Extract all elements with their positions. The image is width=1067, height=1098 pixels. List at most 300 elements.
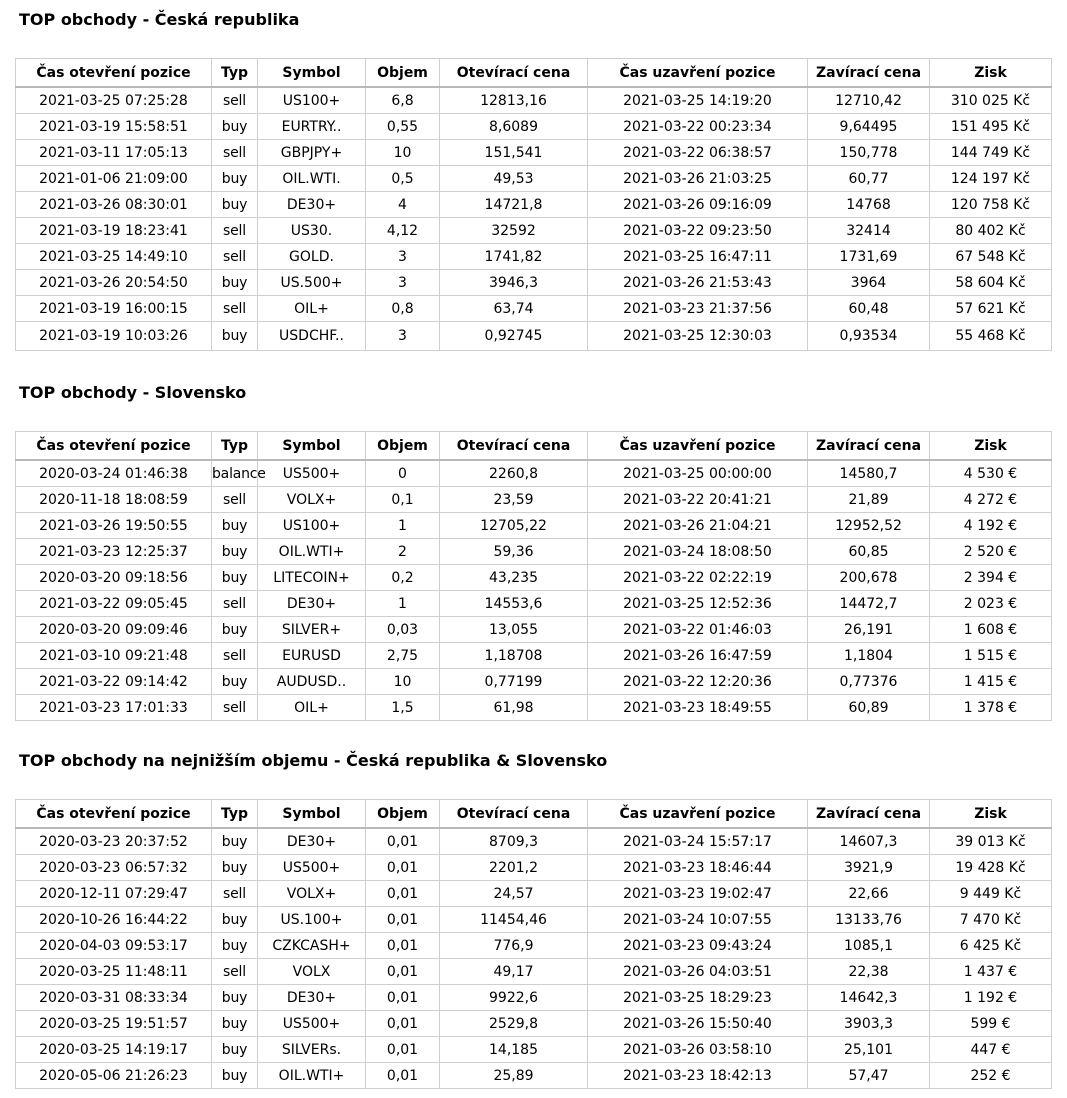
cell-volume: 1 (366, 513, 440, 539)
cell-profit: 447 € (930, 1037, 1052, 1063)
col-header-volume: Objem (366, 800, 440, 829)
cell-close-price: 14580,7 (808, 460, 930, 487)
table-row (16, 244, 1052, 270)
cell-close-price: 60,89 (808, 695, 930, 721)
cell-close-time: 2021-03-25 00:00:00 (588, 460, 808, 487)
cell-volume: 0,55 (366, 114, 440, 140)
cell-close-price: 14607,3 (808, 828, 930, 855)
cell-open-price: 11454,46 (440, 907, 588, 933)
cell-type: buy (212, 985, 258, 1011)
table-row (16, 1063, 1052, 1089)
cell-symbol: US500+ (258, 855, 366, 881)
col-header-open-time: Čas otevření pozice (16, 800, 212, 829)
cell-type: sell (212, 881, 258, 907)
cell-open-price: 14553,6 (440, 591, 588, 617)
cell-open-time: 2020-03-23 06:57:32 (16, 855, 212, 881)
cell-open-time: 2021-03-22 09:14:42 (16, 669, 212, 695)
cell-open-time: 2020-10-26 16:44:22 (16, 907, 212, 933)
col-header-profit: Zisk (930, 800, 1052, 829)
col-header-symbol: Symbol (258, 432, 366, 461)
cell-type: sell (212, 695, 258, 721)
col-header-open-time: Čas otevření pozice (16, 59, 212, 88)
cell-profit: 7 470 Kč (930, 907, 1052, 933)
col-header-profit: Zisk (930, 59, 1052, 88)
cell-open-time: 2021-03-11 17:05:13 (16, 140, 212, 166)
cell-symbol: OIL.WTI. (258, 166, 366, 192)
cell-close-time: 2021-03-23 21:37:56 (588, 296, 808, 322)
cell-profit: 4 272 € (930, 487, 1052, 513)
cell-close-time: 2021-03-23 18:42:13 (588, 1063, 808, 1089)
cell-type: buy (212, 270, 258, 296)
cell-symbol: US500+ (258, 1011, 366, 1037)
cell-open-price: 0,77199 (440, 669, 588, 695)
cell-close-price: 150,778 (808, 140, 930, 166)
cell-close-price: 57,47 (808, 1063, 930, 1089)
col-header-close-price: Zavírací cena (808, 59, 930, 88)
cell-open-time: 2020-12-11 07:29:47 (16, 881, 212, 907)
cell-open-time: 2021-03-26 20:54:50 (16, 270, 212, 296)
cell-close-price: 22,66 (808, 881, 930, 907)
cell-symbol: DE30+ (258, 985, 366, 1011)
table-row (16, 1037, 1052, 1063)
cell-volume: 0 (366, 460, 440, 487)
cell-close-price: 1731,69 (808, 244, 930, 270)
cell-volume: 4 (366, 192, 440, 218)
cell-volume: 0,01 (366, 907, 440, 933)
cell-profit: 6 425 Kč (930, 933, 1052, 959)
cell-symbol: DE30+ (258, 591, 366, 617)
cell-symbol: SILVERs. (258, 1037, 366, 1063)
cell-close-time: 2021-03-22 20:41:21 (588, 487, 808, 513)
cell-close-price: 12952,52 (808, 513, 930, 539)
cell-open-time: 2021-03-23 17:01:33 (16, 695, 212, 721)
cell-close-time: 2021-03-23 19:02:47 (588, 881, 808, 907)
cell-open-price: 13,055 (440, 617, 588, 643)
cell-close-time: 2021-03-22 06:38:57 (588, 140, 808, 166)
cell-volume: 3 (366, 322, 440, 351)
table-row (16, 140, 1052, 166)
cell-profit: 1 608 € (930, 617, 1052, 643)
cell-profit: 19 428 Kč (930, 855, 1052, 881)
cell-type: sell (212, 87, 258, 114)
cell-close-time: 2021-03-26 16:47:59 (588, 643, 808, 669)
cell-volume: 0,01 (366, 881, 440, 907)
cell-open-price: 43,235 (440, 565, 588, 591)
cell-open-price: 0,92745 (440, 322, 588, 351)
cell-volume: 0,01 (366, 1011, 440, 1037)
cell-close-time: 2021-03-26 03:58:10 (588, 1037, 808, 1063)
cell-open-time: 2020-03-25 11:48:11 (16, 959, 212, 985)
cell-close-price: 12710,42 (808, 87, 930, 114)
section-title: TOP obchody - Česká republika (19, 10, 300, 29)
cell-type: sell (212, 643, 258, 669)
cell-symbol: DE30+ (258, 192, 366, 218)
cell-volume: 3 (366, 270, 440, 296)
table-row (16, 296, 1052, 322)
cell-open-time: 2020-03-24 01:46:38 (16, 460, 212, 487)
col-header-symbol: Symbol (258, 59, 366, 88)
cell-profit: 4 192 € (930, 513, 1052, 539)
cell-type: buy (212, 617, 258, 643)
cell-volume: 0,01 (366, 828, 440, 855)
cell-profit: 4 530 € (930, 460, 1052, 487)
cell-open-price: 32592 (440, 218, 588, 244)
cell-open-price: 12705,22 (440, 513, 588, 539)
table-row (16, 855, 1052, 881)
col-header-close-price: Zavírací cena (808, 432, 930, 461)
col-header-symbol: Symbol (258, 800, 366, 829)
cell-close-time: 2021-03-25 12:52:36 (588, 591, 808, 617)
cell-profit: 599 € (930, 1011, 1052, 1037)
cell-profit: 55 468 Kč (930, 322, 1052, 351)
cell-close-price: 25,101 (808, 1037, 930, 1063)
table-row (16, 828, 1052, 855)
cell-type: buy (212, 565, 258, 591)
cell-open-time: 2021-03-23 12:25:37 (16, 539, 212, 565)
cell-close-time: 2021-03-26 15:50:40 (588, 1011, 808, 1037)
col-header-type: Typ (212, 800, 258, 829)
cell-open-time: 2020-03-25 19:51:57 (16, 1011, 212, 1037)
table-row (16, 985, 1052, 1011)
cell-volume: 0,1 (366, 487, 440, 513)
cell-volume: 3 (366, 244, 440, 270)
cell-open-price: 9922,6 (440, 985, 588, 1011)
cell-open-time: 2020-11-18 18:08:59 (16, 487, 212, 513)
cell-type: buy (212, 166, 258, 192)
cell-symbol: US100+ (258, 87, 366, 114)
cell-open-price: 2260,8 (440, 460, 588, 487)
cell-volume: 1 (366, 591, 440, 617)
table-row (16, 87, 1052, 114)
cell-profit: 2 520 € (930, 539, 1052, 565)
table-row (16, 565, 1052, 591)
cell-close-price: 1085,1 (808, 933, 930, 959)
trades-table-lowest-volume (15, 799, 1052, 1089)
table-body (16, 460, 1052, 721)
cell-close-price: 14768 (808, 192, 930, 218)
cell-open-time: 2021-03-25 14:49:10 (16, 244, 212, 270)
table-body (16, 87, 1052, 351)
table-row (16, 643, 1052, 669)
cell-profit: 2 023 € (930, 591, 1052, 617)
cell-open-price: 61,98 (440, 695, 588, 721)
cell-close-price: 200,678 (808, 565, 930, 591)
cell-open-price: 2201,2 (440, 855, 588, 881)
cell-open-time: 2021-03-26 08:30:01 (16, 192, 212, 218)
table-row (16, 617, 1052, 643)
cell-open-time: 2020-03-20 09:09:46 (16, 617, 212, 643)
cell-symbol: OIL+ (258, 695, 366, 721)
col-header-close-price: Zavírací cena (808, 800, 930, 829)
trades-table-sk (15, 431, 1052, 721)
cell-close-price: 60,48 (808, 296, 930, 322)
cell-close-price: 60,77 (808, 166, 930, 192)
cell-type: buy (212, 322, 258, 351)
table-row (16, 933, 1052, 959)
cell-symbol: DE30+ (258, 828, 366, 855)
table-row (16, 907, 1052, 933)
cell-volume: 6,8 (366, 87, 440, 114)
col-header-open-price: Otevírací cena (440, 432, 588, 461)
cell-volume: 0,8 (366, 296, 440, 322)
cell-symbol: VOLX+ (258, 881, 366, 907)
cell-open-time: 2021-03-22 09:05:45 (16, 591, 212, 617)
cell-symbol: US30. (258, 218, 366, 244)
col-header-volume: Objem (366, 59, 440, 88)
cell-open-time: 2021-03-19 16:00:15 (16, 296, 212, 322)
cell-type: buy (212, 1037, 258, 1063)
cell-profit: 2 394 € (930, 565, 1052, 591)
table-header (16, 432, 1052, 461)
cell-type: buy (212, 114, 258, 140)
cell-volume: 0,2 (366, 565, 440, 591)
cell-open-time: 2020-04-03 09:53:17 (16, 933, 212, 959)
table-row (16, 460, 1052, 487)
cell-type: buy (212, 933, 258, 959)
cell-type: buy (212, 828, 258, 855)
cell-close-price: 13133,76 (808, 907, 930, 933)
cell-symbol: OIL.WTI+ (258, 1063, 366, 1089)
cell-profit: 252 € (930, 1063, 1052, 1089)
cell-symbol: SILVER+ (258, 617, 366, 643)
cell-symbol: US500+ (258, 460, 366, 487)
cell-close-time: 2021-03-22 01:46:03 (588, 617, 808, 643)
cell-symbol: US100+ (258, 513, 366, 539)
table-header (16, 59, 1052, 88)
cell-open-price: 12813,16 (440, 87, 588, 114)
table-row (16, 192, 1052, 218)
cell-symbol: US.100+ (258, 907, 366, 933)
cell-close-price: 60,85 (808, 539, 930, 565)
cell-open-price: 14,185 (440, 1037, 588, 1063)
cell-volume: 0,01 (366, 1037, 440, 1063)
cell-open-price: 3946,3 (440, 270, 588, 296)
cell-close-price: 21,89 (808, 487, 930, 513)
col-header-open-price: Otevírací cena (440, 59, 588, 88)
table-row (16, 114, 1052, 140)
cell-close-time: 2021-03-22 09:23:50 (588, 218, 808, 244)
table-row (16, 669, 1052, 695)
cell-open-time: 2021-03-25 07:25:28 (16, 87, 212, 114)
cell-open-time: 2020-03-31 08:33:34 (16, 985, 212, 1011)
cell-close-time: 2021-03-25 18:29:23 (588, 985, 808, 1011)
cell-type: buy (212, 907, 258, 933)
cell-open-price: 151,541 (440, 140, 588, 166)
cell-symbol: OIL.WTI+ (258, 539, 366, 565)
cell-close-price: 32414 (808, 218, 930, 244)
cell-close-price: 0,93534 (808, 322, 930, 351)
cell-profit: 9 449 Kč (930, 881, 1052, 907)
cell-type: buy (212, 1011, 258, 1037)
cell-close-time: 2021-03-25 16:47:11 (588, 244, 808, 270)
cell-open-time: 2021-01-06 21:09:00 (16, 166, 212, 192)
cell-close-time: 2021-03-22 00:23:34 (588, 114, 808, 140)
col-header-open-time: Čas otevření pozice (16, 432, 212, 461)
table-row (16, 591, 1052, 617)
cell-volume: 10 (366, 140, 440, 166)
table-row (16, 487, 1052, 513)
cell-close-price: 0,77376 (808, 669, 930, 695)
cell-open-price: 14721,8 (440, 192, 588, 218)
cell-close-price: 22,38 (808, 959, 930, 985)
cell-symbol: EURUSD (258, 643, 366, 669)
cell-volume: 0,01 (366, 985, 440, 1011)
cell-volume: 0,03 (366, 617, 440, 643)
cell-open-time: 2020-03-20 09:18:56 (16, 565, 212, 591)
cell-type: sell (212, 244, 258, 270)
cell-symbol: LITECOIN+ (258, 565, 366, 591)
cell-close-time: 2021-03-26 21:03:25 (588, 166, 808, 192)
cell-symbol: VOLX (258, 959, 366, 985)
cell-close-time: 2021-03-26 21:04:21 (588, 513, 808, 539)
cell-open-price: 63,74 (440, 296, 588, 322)
cell-type: buy (212, 855, 258, 881)
cell-profit: 67 548 Kč (930, 244, 1052, 270)
cell-close-price: 1,1804 (808, 643, 930, 669)
cell-profit: 151 495 Kč (930, 114, 1052, 140)
section-title: TOP obchody - Slovensko (19, 383, 247, 402)
cell-close-price: 14472,7 (808, 591, 930, 617)
cell-type: sell (212, 487, 258, 513)
cell-type: buy (212, 192, 258, 218)
cell-open-time: 2021-03-19 15:58:51 (16, 114, 212, 140)
cell-open-time: 2020-05-06 21:26:23 (16, 1063, 212, 1089)
cell-symbol: AUDUSD.. (258, 669, 366, 695)
cell-open-price: 25,89 (440, 1063, 588, 1089)
cell-symbol: US.500+ (258, 270, 366, 296)
cell-open-time: 2021-03-19 18:23:41 (16, 218, 212, 244)
table-row (16, 322, 1052, 351)
cell-symbol: USDCHF.. (258, 322, 366, 351)
cell-close-time: 2021-03-24 18:08:50 (588, 539, 808, 565)
cell-open-price: 49,53 (440, 166, 588, 192)
cell-close-time: 2021-03-23 18:49:55 (588, 695, 808, 721)
trades-table-cz (15, 58, 1052, 351)
cell-type: balance (212, 460, 258, 487)
cell-type: sell (212, 140, 258, 166)
table-body (16, 828, 1052, 1089)
col-header-close-time: Čas uzavření pozice (588, 800, 808, 829)
cell-volume: 2,75 (366, 643, 440, 669)
cell-close-time: 2021-03-25 14:19:20 (588, 87, 808, 114)
cell-symbol: EURTRY.. (258, 114, 366, 140)
cell-profit: 80 402 Kč (930, 218, 1052, 244)
cell-type: sell (212, 296, 258, 322)
cell-open-price: 8709,3 (440, 828, 588, 855)
cell-symbol: GOLD. (258, 244, 366, 270)
col-header-close-time: Čas uzavření pozice (588, 59, 808, 88)
cell-volume: 1,5 (366, 695, 440, 721)
cell-symbol: CZKCASH+ (258, 933, 366, 959)
cell-close-time: 2021-03-23 18:46:44 (588, 855, 808, 881)
cell-profit: 1 192 € (930, 985, 1052, 1011)
cell-profit: 1 378 € (930, 695, 1052, 721)
table-row (16, 270, 1052, 296)
table-row (16, 881, 1052, 907)
cell-close-time: 2021-03-22 02:22:19 (588, 565, 808, 591)
col-header-profit: Zisk (930, 432, 1052, 461)
col-header-open-price: Otevírací cena (440, 800, 588, 829)
cell-close-time: 2021-03-26 21:53:43 (588, 270, 808, 296)
cell-type: sell (212, 591, 258, 617)
cell-type: sell (212, 218, 258, 244)
col-header-volume: Objem (366, 432, 440, 461)
cell-profit: 39 013 Kč (930, 828, 1052, 855)
cell-profit: 58 604 Kč (930, 270, 1052, 296)
cell-open-price: 1,18708 (440, 643, 588, 669)
table-row (16, 1011, 1052, 1037)
cell-open-price: 49,17 (440, 959, 588, 985)
cell-close-price: 3921,9 (808, 855, 930, 881)
cell-volume: 0,01 (366, 1063, 440, 1089)
cell-close-time: 2021-03-25 12:30:03 (588, 322, 808, 351)
table-row (16, 513, 1052, 539)
cell-close-price: 3964 (808, 270, 930, 296)
cell-close-price: 26,191 (808, 617, 930, 643)
cell-symbol: VOLX+ (258, 487, 366, 513)
cell-symbol: GBPJPY+ (258, 140, 366, 166)
cell-volume: 10 (366, 669, 440, 695)
cell-profit: 1 415 € (930, 669, 1052, 695)
cell-volume: 0,01 (366, 855, 440, 881)
cell-close-time: 2021-03-26 04:03:51 (588, 959, 808, 985)
cell-type: buy (212, 1063, 258, 1089)
table-row (16, 695, 1052, 721)
cell-profit: 1 515 € (930, 643, 1052, 669)
cell-close-price: 9,64495 (808, 114, 930, 140)
cell-open-time: 2021-03-19 10:03:26 (16, 322, 212, 351)
cell-profit: 310 025 Kč (930, 87, 1052, 114)
cell-profit: 1 437 € (930, 959, 1052, 985)
cell-volume: 0,5 (366, 166, 440, 192)
cell-open-time: 2020-03-23 20:37:52 (16, 828, 212, 855)
cell-open-time: 2020-03-25 14:19:17 (16, 1037, 212, 1063)
cell-type: buy (212, 669, 258, 695)
cell-open-price: 1741,82 (440, 244, 588, 270)
cell-close-time: 2021-03-26 09:16:09 (588, 192, 808, 218)
table-row (16, 959, 1052, 985)
col-header-type: Typ (212, 432, 258, 461)
cell-open-price: 24,57 (440, 881, 588, 907)
cell-open-price: 23,59 (440, 487, 588, 513)
cell-profit: 120 758 Kč (930, 192, 1052, 218)
col-header-type: Typ (212, 59, 258, 88)
cell-volume: 4,12 (366, 218, 440, 244)
cell-volume: 0,01 (366, 959, 440, 985)
cell-open-price: 776,9 (440, 933, 588, 959)
cell-profit: 57 621 Kč (930, 296, 1052, 322)
cell-close-price: 3903,3 (808, 1011, 930, 1037)
cell-open-price: 8,6089 (440, 114, 588, 140)
cell-profit: 124 197 Kč (930, 166, 1052, 192)
cell-profit: 144 749 Kč (930, 140, 1052, 166)
cell-type: buy (212, 539, 258, 565)
cell-open-time: 2021-03-26 19:50:55 (16, 513, 212, 539)
cell-open-price: 59,36 (440, 539, 588, 565)
table-row (16, 539, 1052, 565)
cell-close-time: 2021-03-23 09:43:24 (588, 933, 808, 959)
cell-close-time: 2021-03-24 15:57:17 (588, 828, 808, 855)
cell-close-price: 14642,3 (808, 985, 930, 1011)
table-row (16, 166, 1052, 192)
cell-type: sell (212, 959, 258, 985)
table-row (16, 218, 1052, 244)
section-title: TOP obchody na nejnižším objemu - Česká republika & Slovensko (19, 751, 608, 770)
cell-type: buy (212, 513, 258, 539)
table-header (16, 800, 1052, 829)
cell-open-price: 2529,8 (440, 1011, 588, 1037)
cell-volume: 2 (366, 539, 440, 565)
